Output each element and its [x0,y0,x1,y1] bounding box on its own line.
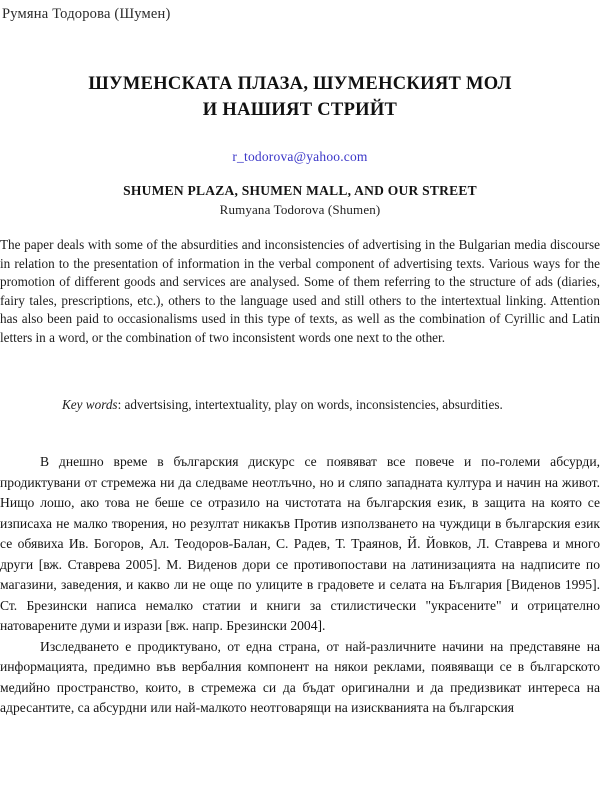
abstract-section [0,236,600,348]
keywords-section [0,396,600,415]
keywords-separator: : [117,397,125,412]
running-header: Румяна Тодорова (Шумен) [2,6,171,22]
body-paragraph-1: В днешно време в българския дискурс се появяват все повече и по-големи абсурди, продиктувани от стремежа ни да следваме неотлъчно, но и сляпо западната култура и начин на живот. Нищо лошо, ако това не беше се отразило на чистотата на българския език, в защита на която се изписаха не малко творения, но резултат никакъв Против използването на чуждици в българския език се обявиха Ив. Богоров, Ал. Теодоров-Балан, С. Радев, Т. Траянов, Й. Йовков, Л. Ставрева и много други [вж. Ставрева 2005]. М. Виденов дори се противопостави на латинизацията на надписите по магазини, заведения, и какво ли не още по улиците в градовете и селата на България [Виденов 1995]. Ст. Брезински написа немалко статии и книги за стилистически "украсените" и отрицателно натоварените думи и изрази [вж. напр. Брезински 2004]. [0,454,600,633]
email-line [0,148,600,166]
keywords-label: Key words [62,397,118,412]
keywords-values: advertsising, intertextuality, play on words, inconsistencies, absurdities. [124,397,503,412]
page-title [0,72,600,123]
title-line-1: ШУМЕНСКАТА ПЛАЗА, ШУМЕНСКИЯТ МОЛ [88,74,512,94]
body-paragraph-2: Изследването е продиктувано, от една страна, от най-различните начини на представяне на информацията, предимно във вербалния компонент на някои реклами, появяващи се в българското медийно пространство, които, в стремежа си да бъдат оригинални и да предизвикат интереса на адресантите, са абсурдни или най-малкото неотговарящи на изискванията на българския [0,638,600,715]
body-text [0,452,600,719]
english-title-block [0,183,600,218]
title-line-2: И НАШИЯТ СТРИЙТ [202,99,398,120]
english-title: SHUMEN PLAZA, SHUMEN MALL, AND OUR STREET [123,183,477,198]
author-email-link[interactable]: r_todorova@yahoo.com [232,149,368,164]
abstract-text: The paper deals with some of the absurdities and inconsistencies of advertising in the Bulgarian media discourse in relation to the presentation of information in the verbal component of advertising texts. Various ways for the promotion of different goods and services are analysed. Some of them referring to the structure of ads (diaries, fairy tales, prescriptions, etc.), others to the language used and still others to the intertextual linking. Attention has also been paid to occasionalisms used in this type of texts, as well as the combination of Cyrillic and Latin letters in a word, or the combination of two inconsistent words one next to the other. [0,237,600,345]
title-block [0,72,600,123]
english-author: Rumyana Todorova (Shumen) [219,202,381,217]
